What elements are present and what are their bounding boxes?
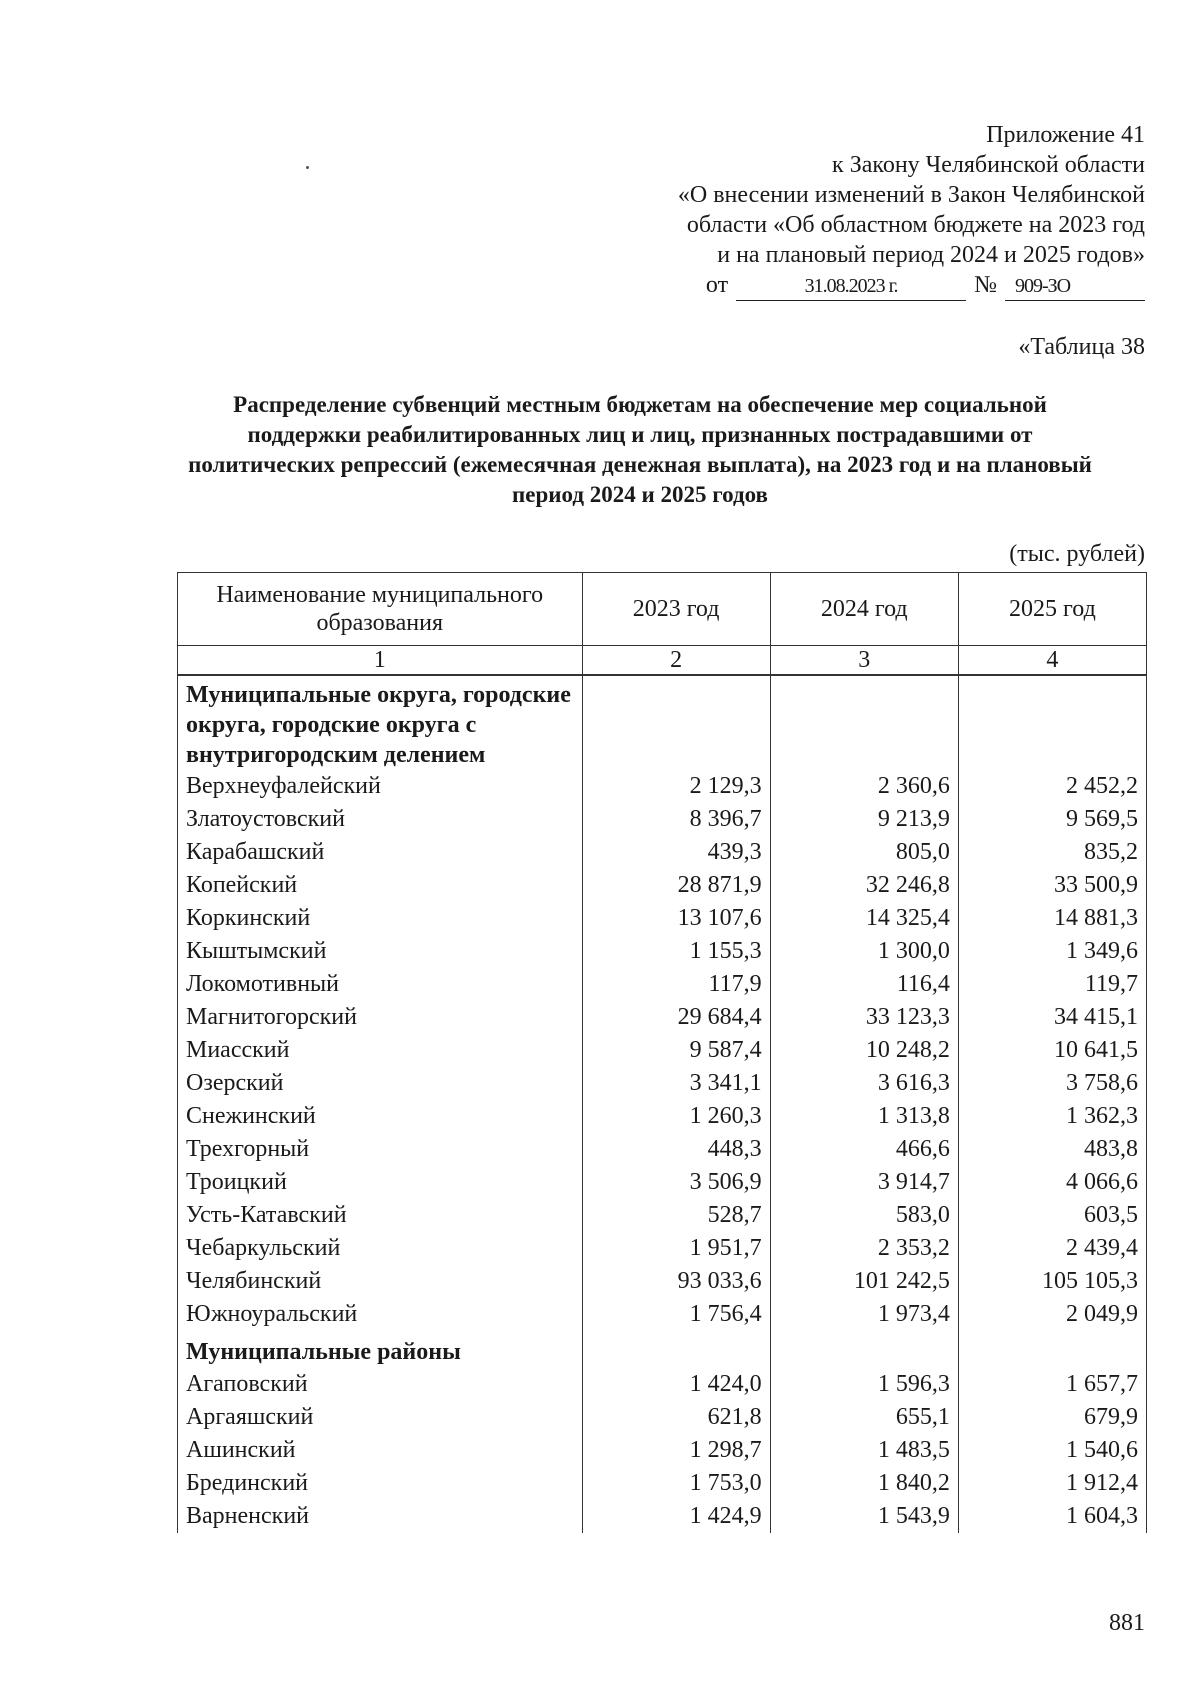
municipality-name: Брединский <box>178 1467 583 1500</box>
column-number: 3 <box>770 646 958 676</box>
value-2024: 116,4 <box>770 968 958 1001</box>
municipality-name: Аргаяшский <box>178 1401 583 1434</box>
value-2024: 1 543,9 <box>770 1500 958 1533</box>
value-2025: 3 758,6 <box>958 1067 1146 1100</box>
value-2023: 28 871,9 <box>582 869 770 902</box>
appendix-header <box>585 120 1145 301</box>
units-label: (тыс. рублей) <box>1009 541 1145 567</box>
value-2025: 34 415,1 <box>958 1001 1146 1034</box>
value-2024: 10 248,2 <box>770 1034 958 1067</box>
subvention-table <box>177 572 1147 1533</box>
value-2025: 14 881,3 <box>958 902 1146 935</box>
header-municipality: Наименование муниципального образования <box>178 573 583 646</box>
table-row <box>178 1067 1147 1100</box>
empty-cell <box>958 675 1146 770</box>
value-2024: 466,6 <box>770 1133 958 1166</box>
value-2024: 33 123,3 <box>770 1001 958 1034</box>
table-row <box>178 1265 1147 1298</box>
value-2025: 603,5 <box>958 1199 1146 1232</box>
value-2024: 3 914,7 <box>770 1166 958 1199</box>
municipality-name: Ашинский <box>178 1434 583 1467</box>
municipality-name: Верхнеуфалейский <box>178 770 583 803</box>
appendix-line-1: Приложение 41 <box>986 122 1145 148</box>
appendix-line-2: к Закону Челябинской области <box>832 152 1145 178</box>
municipality-name: Озерский <box>178 1067 583 1100</box>
value-2025: 1 604,3 <box>958 1500 1146 1533</box>
column-number: 4 <box>958 646 1146 676</box>
table-label: «Таблица 38 <box>1018 334 1145 360</box>
value-2025: 1 912,4 <box>958 1467 1146 1500</box>
municipality-name: Снежинский <box>178 1100 583 1133</box>
section-header-row <box>178 1331 1147 1368</box>
municipality-name: Варненский <box>178 1500 583 1533</box>
table-row <box>178 902 1147 935</box>
value-2023: 1 260,3 <box>582 1100 770 1133</box>
from-label: от <box>705 272 729 298</box>
header-2024: 2024 год <box>770 573 958 646</box>
municipality-name: Златоустовский <box>178 803 583 836</box>
empty-cell <box>770 675 958 770</box>
header-2023: 2023 год <box>582 573 770 646</box>
value-2025: 1 362,3 <box>958 1100 1146 1133</box>
value-2025: 2 452,2 <box>958 770 1146 803</box>
section-header-row <box>178 675 1147 770</box>
table-row <box>178 1500 1147 1533</box>
value-2024: 1 840,2 <box>770 1467 958 1500</box>
value-2024: 655,1 <box>770 1401 958 1434</box>
municipality-name: Локомотивный <box>178 968 583 1001</box>
table-row <box>178 836 1147 869</box>
decree-date: 31.08.2023 г. <box>736 274 966 301</box>
table-row <box>178 803 1147 836</box>
value-2024: 1 483,5 <box>770 1434 958 1467</box>
value-2025: 2 439,4 <box>958 1232 1146 1265</box>
column-number-row <box>178 646 1147 676</box>
municipality-name: Миасский <box>178 1034 583 1067</box>
value-2023: 1 756,4 <box>582 1298 770 1331</box>
table-row <box>178 1166 1147 1199</box>
value-2023: 29 684,4 <box>582 1001 770 1034</box>
column-number: 1 <box>178 646 583 676</box>
value-2025: 33 500,9 <box>958 869 1146 902</box>
value-2025: 10 641,5 <box>958 1034 1146 1067</box>
empty-cell <box>770 1331 958 1368</box>
municipality-name: Агаповский <box>178 1368 583 1401</box>
section-title: Муниципальные округа, городские округа, городские округа с внутригородским делением <box>178 675 583 770</box>
value-2024: 32 246,8 <box>770 869 958 902</box>
value-2023: 439,3 <box>582 836 770 869</box>
section-title: Муниципальные районы <box>178 1331 583 1368</box>
municipality-name: Кыштымский <box>178 935 583 968</box>
scan-speck <box>306 166 309 169</box>
value-2023: 9 587,4 <box>582 1034 770 1067</box>
municipality-name: Карабашский <box>178 836 583 869</box>
table-row <box>178 1133 1147 1166</box>
value-2023: 1 155,3 <box>582 935 770 968</box>
appendix-line-4: области «Об областном бюджете на 2023 год <box>686 212 1145 238</box>
table-row <box>178 1368 1147 1401</box>
value-2023: 3 341,1 <box>582 1067 770 1100</box>
value-2025: 119,7 <box>958 968 1146 1001</box>
table-body <box>178 675 1147 1533</box>
column-number: 2 <box>582 646 770 676</box>
value-2023: 2 129,3 <box>582 770 770 803</box>
municipality-name: Троицкий <box>178 1166 583 1199</box>
decree-number: 909-ЗО <box>1005 274 1145 301</box>
value-2025: 2 049,9 <box>958 1298 1146 1331</box>
municipality-name: Трехгорный <box>178 1133 583 1166</box>
empty-cell <box>582 675 770 770</box>
value-2024: 1 973,4 <box>770 1298 958 1331</box>
municipality-name: Южноуральский <box>178 1298 583 1331</box>
table-row <box>178 1001 1147 1034</box>
value-2023: 8 396,7 <box>582 803 770 836</box>
table-row <box>178 1034 1147 1067</box>
value-2025: 679,9 <box>958 1401 1146 1434</box>
municipality-name: Чебаркульский <box>178 1232 583 1265</box>
municipality-name: Магнитогорский <box>178 1001 583 1034</box>
value-2023: 448,3 <box>582 1133 770 1166</box>
number-label: № <box>974 272 997 298</box>
table-row <box>178 1100 1147 1133</box>
municipality-name: Коркинский <box>178 902 583 935</box>
decree-line <box>585 270 1145 301</box>
value-2023: 3 506,9 <box>582 1166 770 1199</box>
value-2024: 1 596,3 <box>770 1368 958 1401</box>
table-row <box>178 869 1147 902</box>
table-row <box>178 770 1147 803</box>
value-2023: 1 424,0 <box>582 1368 770 1401</box>
value-2024: 583,0 <box>770 1199 958 1232</box>
page-number: 881 <box>1109 1610 1145 1636</box>
value-2024: 2 353,2 <box>770 1232 958 1265</box>
value-2023: 528,7 <box>582 1199 770 1232</box>
table-row <box>178 1401 1147 1434</box>
value-2024: 1 300,0 <box>770 935 958 968</box>
table-row <box>178 935 1147 968</box>
value-2023: 13 107,6 <box>582 902 770 935</box>
value-2025: 1 349,6 <box>958 935 1146 968</box>
value-2023: 1 424,9 <box>582 1500 770 1533</box>
municipality-name: Усть-Катавский <box>178 1199 583 1232</box>
value-2023: 117,9 <box>582 968 770 1001</box>
value-2024: 2 360,6 <box>770 770 958 803</box>
value-2025: 105 105,3 <box>958 1265 1146 1298</box>
value-2025: 1 540,6 <box>958 1434 1146 1467</box>
value-2024: 14 325,4 <box>770 902 958 935</box>
table-row <box>178 968 1147 1001</box>
value-2024: 3 616,3 <box>770 1067 958 1100</box>
value-2023: 93 033,6 <box>582 1265 770 1298</box>
value-2024: 805,0 <box>770 836 958 869</box>
table-header-row <box>178 573 1147 646</box>
header-2025: 2025 год <box>958 573 1146 646</box>
value-2023: 621,8 <box>582 1401 770 1434</box>
document-title: Распределение субвенций местным бюджетам на обеспечение мер социальной поддержки реабилитированных лиц и лиц, признанных пострадавшими от политических репрессий (ежемесячная денежная выплата), на 2023 год и на плановый период 2024 и 2025 годов <box>188 392 1092 507</box>
table-row <box>178 1232 1147 1265</box>
table-row <box>178 1467 1147 1500</box>
value-2024: 101 242,5 <box>770 1265 958 1298</box>
value-2025: 483,8 <box>958 1133 1146 1166</box>
value-2025: 835,2 <box>958 836 1146 869</box>
value-2025: 4 066,6 <box>958 1166 1146 1199</box>
municipality-name: Копейский <box>178 869 583 902</box>
value-2025: 9 569,5 <box>958 803 1146 836</box>
appendix-line-5: и на плановый период 2024 и 2025 годов» <box>717 242 1145 268</box>
appendix-line-3: «О внесении изменений в Закон Челябинской <box>677 182 1145 208</box>
value-2024: 1 313,8 <box>770 1100 958 1133</box>
value-2024: 9 213,9 <box>770 803 958 836</box>
table-row <box>178 1434 1147 1467</box>
table-row <box>178 1199 1147 1232</box>
empty-cell <box>582 1331 770 1368</box>
value-2023: 1 753,0 <box>582 1467 770 1500</box>
value-2023: 1 298,7 <box>582 1434 770 1467</box>
table-row <box>178 1298 1147 1331</box>
municipality-name: Челябинский <box>178 1265 583 1298</box>
value-2023: 1 951,7 <box>582 1232 770 1265</box>
value-2025: 1 657,7 <box>958 1368 1146 1401</box>
empty-cell <box>958 1331 1146 1368</box>
